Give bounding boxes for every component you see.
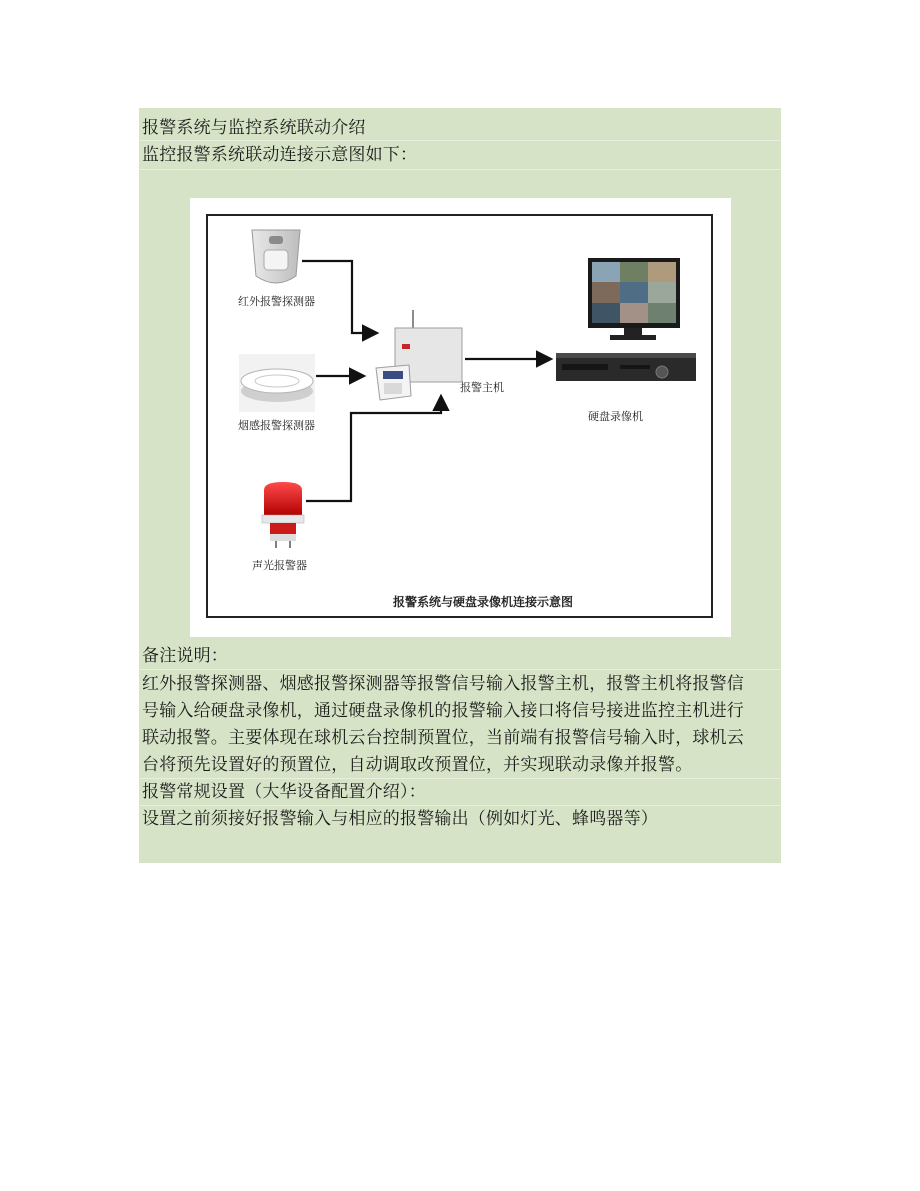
- row-divider: [139, 140, 781, 141]
- row-divider: [139, 778, 781, 779]
- infrared-detector-icon: [252, 230, 300, 283]
- doc-line-intro: 监控报警系统联动连接示意图如下：: [142, 145, 418, 165]
- dvr-icon: [556, 353, 696, 381]
- doc-settings-heading: 报警常规设置（大华设备配置介绍）：: [142, 782, 426, 802]
- diagram-caption: 报警系统与硬盘录像机连接示意图: [393, 595, 574, 609]
- alarm-host-icon: [376, 310, 462, 400]
- row-divider: [139, 669, 781, 670]
- doc-settings-note: 设置之前须接好报警输入与相应的报警输出（例如灯光、蜂鸣器等）: [142, 809, 658, 829]
- row-divider: [139, 169, 781, 170]
- infrared-detector-label: 红外报警探测器: [238, 295, 315, 308]
- smoke-detector-icon: [239, 354, 315, 412]
- document-panel: [139, 108, 781, 863]
- doc-paragraph-line: 台将预先设置好的预置位，自动调取改预置位，并实现联动录像并报警。: [142, 755, 693, 775]
- monitor-icon: [588, 258, 680, 340]
- row-divider: [139, 805, 781, 806]
- doc-title: 报警系统与监控系统联动介绍: [142, 118, 366, 138]
- doc-paragraph-line: 红外报警探测器、烟感报警探测器等报警信号输入报警主机，报警主机将报警信: [142, 674, 744, 694]
- connection-diagram: [190, 198, 731, 637]
- dvr-label: 硬盘录像机: [588, 410, 643, 423]
- smoke-detector-label: 烟感报警探测器: [238, 419, 315, 432]
- siren-label: 声光报警器: [252, 559, 307, 572]
- doc-paragraph-line: 联动报警。主要体现在球机云台控制预置位，当前端有报警信号输入时，球机云: [142, 728, 744, 748]
- siren-icon: [262, 482, 304, 548]
- alarm-host-label: 报警主机: [460, 381, 504, 394]
- doc-notes-heading: 备注说明：: [142, 646, 228, 666]
- doc-paragraph-line: 号输入给硬盘录像机，通过硬盘录像机的报警输入接口将信号接进监控主机进行: [142, 701, 744, 721]
